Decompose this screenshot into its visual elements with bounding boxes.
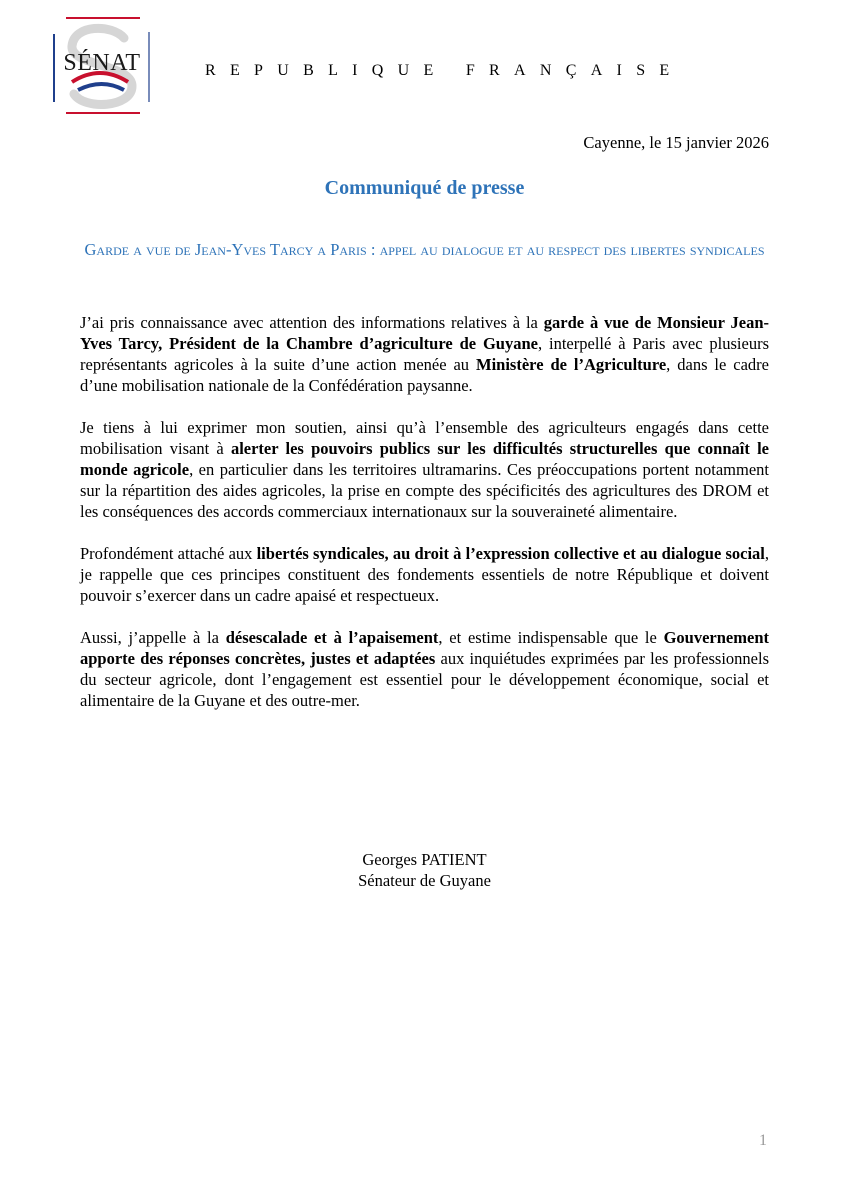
body-paragraph-2 [80,417,769,522]
text-segment: Profondément attaché aux [80,544,257,563]
text-segment: , dans le cadre d’une mobilisation nationale de la Confédération paysanne. [80,355,769,395]
text-segment: , et estime indispensable que le [438,628,664,647]
page-title: Communiqué de presse [324,177,525,199]
text-segment: , je rappelle que ces principes constituent des fondements essentiels de notre République et doivent pouvoir s’exercer dans un cadre apaisé et respectueux. [80,544,769,605]
press-body [80,312,769,732]
bold-segment: désescalade et à l’apaisement [225,628,439,647]
bold-segment: libertés syndicales, au droit à l’expression collective et au dialogue social [256,544,765,563]
republique-francaise-heading [205,62,730,80]
press-date: Cayenne, le 15 janvier 2026 [583,133,769,152]
senat-logo [52,16,152,116]
text-segment: , interpellé à Paris avec plusieurs représentants agricoles à la suite d’une action menée au [80,334,769,374]
bold-segment: Gouvernement apporte des réponses concrètes, justes et adaptées [80,628,769,668]
bold-segment: Ministère de l’Agriculture [476,355,667,374]
bold-segment: alerter les pouvoirs publics sur les difficultés structurelles que connaît le monde agricole [80,439,769,479]
press-subtitle: Garde a vue de Jean-Yves Tarcy a Paris : appel au dialogue et au respect des libertes syndicales [84,240,765,259]
body-paragraph-4 [80,627,769,711]
text-segment: , en particulier dans les territoires ultramarins. Ces préoccupations portent notamment sur la répartition des aides agricoles, la prise en compte des spécificités des agricultures des DROM et les conséquences des accords commerciaux internationaux sur la souveraineté alimentaire. [80,460,770,521]
body-paragraph-1 [80,312,769,396]
text-segment: Je tiens à lui exprimer mon soutien, ainsi qu’à l’ensemble des agriculteurs engagés dans cette mobilisation visant à [80,418,769,458]
signature-name: Georges PATIENT [362,850,487,869]
page-number: 1 [759,1132,767,1149]
logo-text: SÉNAT [63,50,141,76]
bold-segment: garde à vue de Monsieur Jean-Yves Tarcy, Président de la Chambre d’agriculture de Guyane [80,313,769,353]
text-segment: J’ai pris connaissance avec attention des informations relatives à la [80,313,544,332]
text-segment: Aussi, j’appelle à la [80,628,226,647]
text-segment: aux inquiétudes exprimées par les professionnels du secteur agricole, dont l’engagement est essentiel pour le développement économique, social et alimentaire de la Guyane et des outre-mer. [80,649,769,710]
signature-block [0,849,849,891]
signature-role: Sénateur de Guyane [358,871,491,890]
body-paragraph-3 [80,543,769,606]
republique-francaise-text: REPUBLIQUE FRANÇAISE [205,62,684,79]
logo-blue-arc [78,84,124,90]
